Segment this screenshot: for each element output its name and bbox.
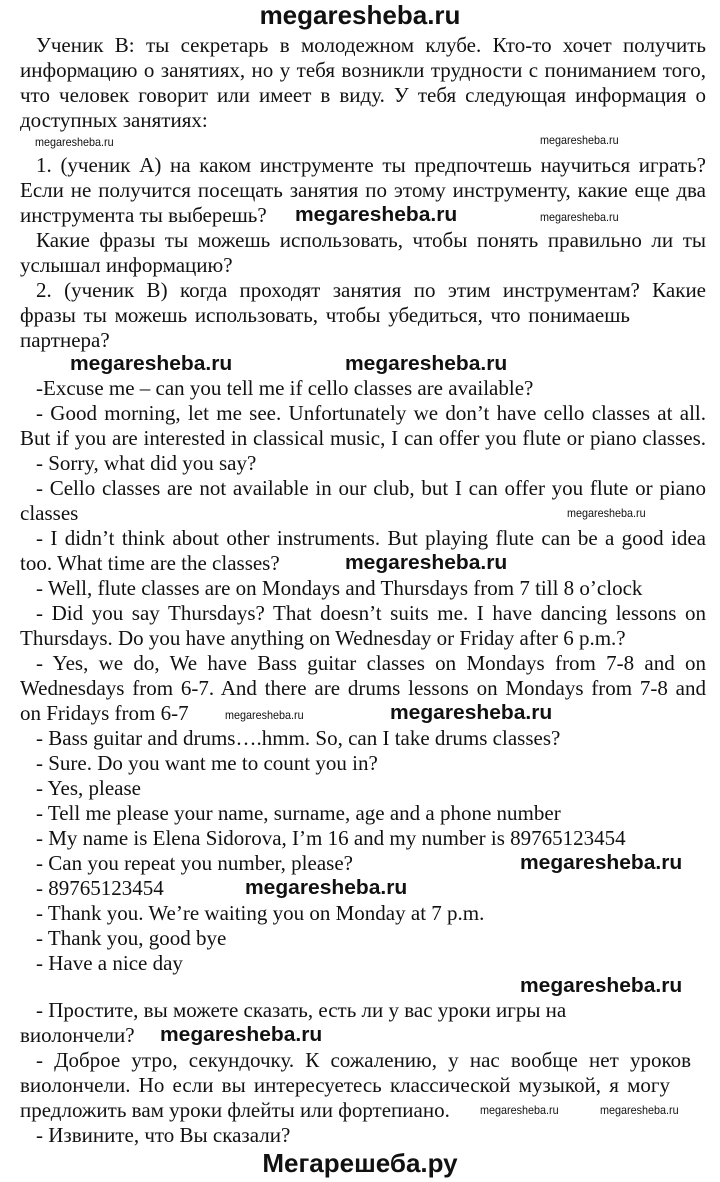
watermark: megaresheba.ru bbox=[295, 204, 458, 226]
watermark: megaresheba.ru bbox=[390, 702, 553, 724]
text-line: - Bass guitar and drums….hmm. So, can I take drums classes? bbox=[36, 726, 561, 750]
text-line: виолончели? bbox=[20, 1023, 135, 1047]
text-line: - Did you say Thursdays? That doesn’t suits me. I have dancing lessons on bbox=[36, 601, 706, 625]
text-line: доступных занятиях: bbox=[20, 108, 208, 132]
text-line: - Sorry, what did you say? bbox=[36, 451, 257, 475]
watermark: megaresheba.ru bbox=[345, 353, 508, 375]
text-line: too. What time are the classes? bbox=[20, 551, 280, 575]
footer-title: Мегарешеба.ру bbox=[262, 1148, 458, 1178]
text-line: инструмента ты выберешь? bbox=[20, 203, 267, 227]
watermark: megaresheba.ru bbox=[520, 852, 683, 874]
text-line: Если не получится посещать занятия по этому инструменту, какие еще два bbox=[20, 178, 706, 202]
text-line: - Have a nice day bbox=[36, 951, 183, 975]
watermark: megaresheba.ru bbox=[600, 1103, 679, 1117]
text-line: - Cello classes are not available in our club, but I can offer you flute or piano bbox=[36, 476, 706, 500]
text-line: информацию о занятиях, но у тебя возникли трудности с пониманием того, bbox=[20, 58, 706, 82]
watermark: megaresheba.ru bbox=[225, 708, 304, 722]
text-line: Thursdays. Do you have anything on Wednesday or Friday after 6 p.m.? bbox=[20, 626, 626, 650]
text-line: - Thank you, good bye bbox=[36, 926, 227, 950]
text-line: предложить вам уроки флейты или фортепиано. bbox=[20, 1098, 450, 1122]
text-line: - 89765123454 bbox=[36, 876, 164, 900]
watermark: megaresheba.ru bbox=[245, 877, 408, 899]
text-line: - Tell me please your name, surname, age and a phone number bbox=[36, 801, 561, 825]
watermark: megaresheba.ru bbox=[345, 552, 508, 574]
text-line: - Well, flute classes are on Mondays and Thursdays from 7 till 8 o’clock bbox=[36, 576, 643, 600]
text-line: что человек говорит или имеет в виду. У тебя следующая информация о bbox=[20, 83, 706, 107]
text-line: виолончели. Но если вы интересуетесь классической музыкой, я могу bbox=[20, 1073, 670, 1097]
watermark: megaresheba.ru bbox=[70, 353, 233, 375]
text-line: - Sure. Do you want me to count you in? bbox=[36, 751, 378, 775]
text-line: - Доброе утро, секундочку. К сожалению, у нас вообще нет уроков bbox=[36, 1048, 691, 1072]
header-title: megaresheba.ru bbox=[259, 0, 461, 30]
text-line: - Yes, please bbox=[36, 776, 141, 800]
text-line: - Can you repeat you number, please? bbox=[36, 851, 353, 875]
watermark: megaresheba.ru bbox=[160, 1024, 323, 1046]
text-line: -Excuse me – can you tell me if cello classes are available? bbox=[36, 376, 534, 400]
text-line: - Извините, что Вы сказали? bbox=[36, 1123, 291, 1147]
text-line: услышал информацию? bbox=[20, 253, 233, 277]
watermark: megaresheba.ru bbox=[520, 975, 683, 997]
text-line: But if you are interested in classical music, I can offer you flute or piano classes. bbox=[20, 426, 706, 450]
text-line: 2. (ученик В) когда проходят занятия по этим инструментам? Какие bbox=[36, 278, 706, 302]
text-line: фразы ты можешь использовать, чтобы убедиться, что понимаешь bbox=[20, 303, 630, 327]
text-line: Какие фразы ты можешь использовать, чтобы понять правильно ли ты bbox=[36, 228, 706, 252]
watermark: megaresheba.ru bbox=[480, 1103, 559, 1117]
text-line: on Fridays from 6-7 bbox=[20, 701, 189, 725]
watermark: megaresheba.ru bbox=[540, 133, 619, 147]
text-line: 1. (ученик А) на каком инструменте ты предпочтешь научиться играть? bbox=[36, 153, 706, 177]
text-line: - I didn’t think about other instruments. But playing flute can be a good idea bbox=[36, 526, 706, 550]
text-line: classes bbox=[20, 501, 79, 525]
text-line: - Thank you. We’re waiting you on Monday at 7 p.m. bbox=[36, 901, 485, 925]
text-line: Wednesdays from 6-7. And there are drums lessons on Mondays from 7-8 and bbox=[20, 676, 706, 700]
text-line: партнера? bbox=[20, 328, 110, 352]
watermark: megaresheba.ru bbox=[567, 506, 646, 520]
watermark: megaresheba.ru bbox=[540, 210, 619, 224]
text-line: - Простите, вы можете сказать, есть ли у вас уроки игры на bbox=[36, 998, 567, 1022]
text-line: - My name is Elena Sidorova, I’m 16 and my number is 89765123454 bbox=[36, 826, 626, 850]
text-line: - Good morning, let me see. Unfortunately we don’t have cello classes at all. bbox=[36, 401, 706, 425]
text-line: Ученик В: ты секретарь в молодежном клубе. Кто-то хочет получить bbox=[36, 33, 706, 57]
text-line: - Yes, we do, We have Bass guitar classes on Mondays from 7-8 and on bbox=[36, 651, 706, 675]
watermark: megaresheba.ru bbox=[35, 135, 114, 149]
